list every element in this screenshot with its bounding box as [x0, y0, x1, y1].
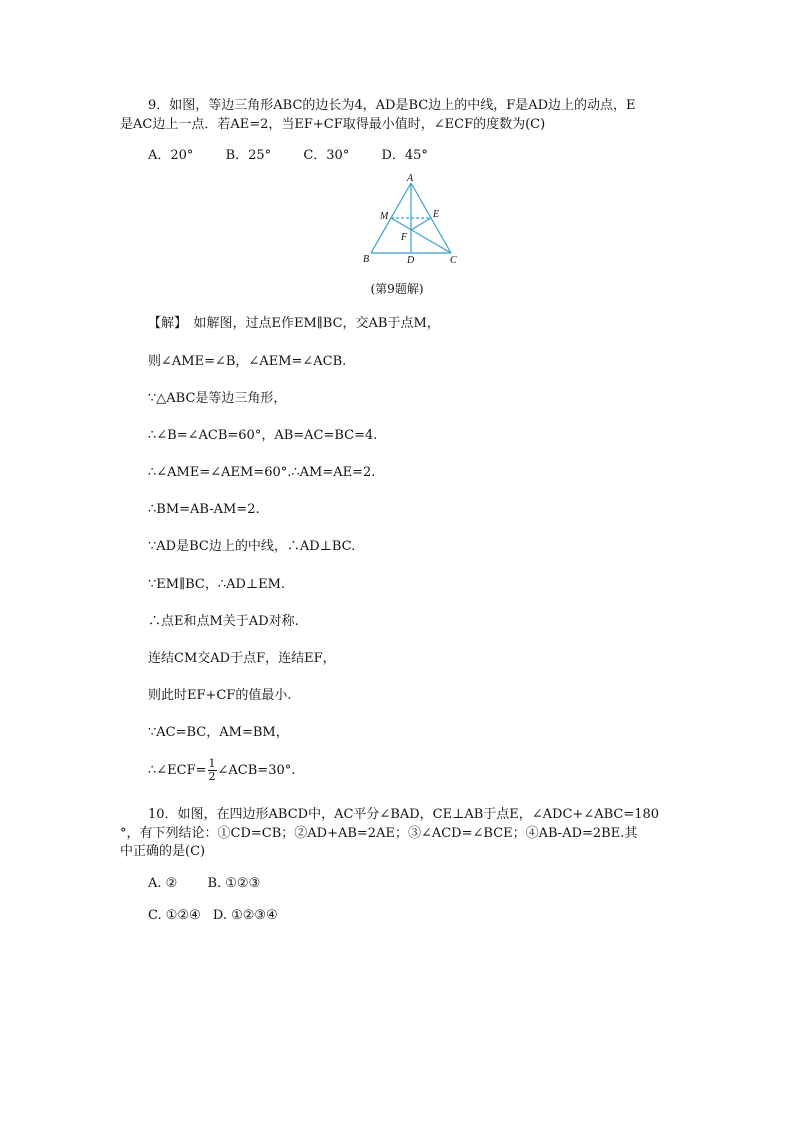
solution-line-3: ∵△ABC是等边三角形， — [148, 391, 287, 406]
solution-line-10: 连结CM交AD于点F，连结EF， — [148, 651, 336, 666]
solution-line-2: 则∠AME=∠B，∠AEM=∠ACB. — [148, 354, 347, 369]
solution-13-prefix: ∴∠ECF= — [148, 763, 207, 778]
q9-triangle-figure — [0, 0, 794, 300]
label-e: E — [433, 209, 440, 220]
solution-line-4: ∴∠B=∠ACB=60°，AB=AC=BC=4. — [148, 428, 378, 443]
q10-option-b: B. ①②③ — [207, 876, 261, 891]
figure-caption: (第9题解) — [370, 282, 424, 296]
solution-line-9: ∴点E和点M关于AD对称. — [148, 614, 299, 629]
label-d: D — [407, 255, 415, 266]
label-b: B — [363, 254, 370, 265]
q9-option-d: D．45° — [381, 148, 428, 163]
q9-option-c: C．30° — [303, 148, 350, 163]
q9-stem-line2: 是AC边上一点．若AE=2，当EF+CF取得最小值时，∠ECF的度数为(C) — [120, 117, 546, 132]
fraction-numerator: 1 — [208, 757, 216, 770]
solution-line-12: ∵AC=BC，AM=BM， — [148, 725, 289, 740]
solution-line-7: ∵AD是BC边上的中线，∴AD⊥BC. — [148, 539, 356, 554]
q10-stem-line3: 中正确的是(C) — [120, 844, 206, 859]
q9-option-a: A．20° — [148, 148, 194, 163]
segment-cm — [391, 218, 451, 253]
solution-line-8: ∵EM∥BC，∴AD⊥EM. — [148, 577, 286, 592]
label-a: A — [407, 173, 414, 184]
q10-option-c: C. ①②④ — [148, 908, 201, 923]
q10-options-row2 — [148, 907, 304, 925]
solution-13-suffix: ∠ACB=30°. — [217, 763, 296, 778]
fraction-denominator: 2 — [208, 770, 216, 783]
q10-options-row1 — [148, 875, 286, 893]
solution-line-11: 则此时EF+CF的值最小. — [148, 688, 292, 703]
segment-ef — [411, 218, 431, 230]
fraction-one-half — [208, 758, 217, 783]
q9-stem-line1: 9．如图，等边三角形ABC的边长为4，AD是BC边上的中线，F是AD边上的动点，E — [148, 98, 636, 113]
solution-line-13 — [148, 758, 295, 784]
solution-line-6: ∴BM=AB-AM=2. — [148, 502, 260, 517]
q9-option-b: B．25° — [225, 148, 272, 163]
solution-line-1: 【解】 如解图，过点E作EM∥BC，交AB于点M， — [148, 316, 440, 331]
q10-option-d: D. ①②③④ — [212, 908, 278, 923]
label-f: F — [401, 232, 408, 243]
label-m: M — [380, 211, 389, 222]
q10-stem-line2: °，有下列结论：①CD=CB；②AD+AB=2AE；③∠ACD=∠BCE；④AB-AD=2BE.其 — [120, 826, 638, 841]
q10-stem-line1: 10．如图，在四边形ABCD中，AC平分∠BAD，CE⊥AB于点E，∠ADC+∠ABC=180 — [148, 807, 660, 822]
solution-line-5: ∴∠AME=∠AEM=60°.∴AM=AE=2. — [148, 465, 376, 480]
label-c: C — [450, 255, 457, 266]
q10-option-a: A. ② — [148, 876, 178, 891]
